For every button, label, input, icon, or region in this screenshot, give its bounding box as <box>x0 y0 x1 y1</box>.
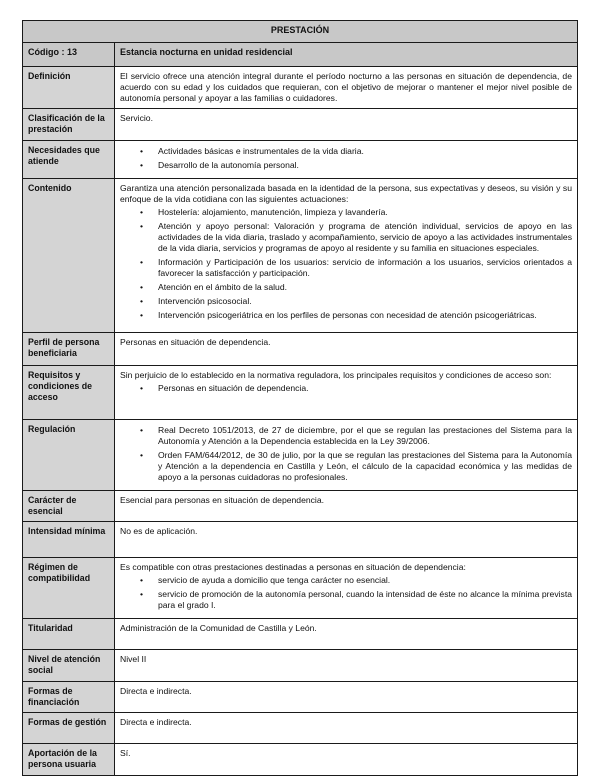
clasificacion-text: Servicio. <box>120 113 153 123</box>
row-value <box>115 67 578 109</box>
row-value <box>115 650 578 682</box>
row-label: Contenido <box>23 178 115 332</box>
row-label: Clasificación de la prestación <box>23 109 115 141</box>
list-item: • Real Decreto 1051/2013, de 27 de diciembre, por el que se regulan las prestaciones del Sistema para la Autonomía y Atención a la Dependencia establecida en la Ley 39/2006. <box>120 425 572 447</box>
caracter-text: Esencial para personas en situación de dependencia. <box>120 494 325 505</box>
row-value <box>115 419 578 490</box>
table-title: PRESTACIÓN <box>23 21 578 43</box>
row-formas-financiacion <box>23 681 578 713</box>
row-label: Formas de financiación <box>23 681 115 713</box>
row-regulacion <box>23 419 578 490</box>
contenido-list <box>120 207 572 321</box>
formas-financiacion-text: Directa e indirecta. <box>120 685 192 696</box>
row-formas-gestion <box>23 713 578 744</box>
list-item: • Orden FAM/644/2012, de 30 de julio, por la que se regulan las prestaciones del Sistema para la Autonomía y Atención a la dependencia en Castilla y León, el cálculo de la capacidad económica y las medidas de apoyo a la personas cuidadoras no profesionales. <box>120 450 572 483</box>
regulacion-list <box>120 425 572 483</box>
regimen-list <box>120 575 572 611</box>
list-item: • servicio de ayuda a domicilio que tenga carácter no esencial. <box>120 575 572 586</box>
nivel-text: Nivel II <box>120 654 147 664</box>
row-perfil <box>23 332 578 365</box>
row-label: Intensidad mínima <box>23 522 115 558</box>
row-value <box>115 744 578 776</box>
definicion-text: El servicio ofrece una atención integral durante el período nocturno a las personas en situación de dependencia, de acuerdo con su edad y los cuidados que requieran, con el objetivo de mejorar o mantener el mejor nivel posible de autonomía personal y apoyar a las familias o cuidadores. <box>120 71 572 103</box>
row-definicion <box>23 67 578 109</box>
row-label: Perfil de persona beneficiaria <box>23 332 115 365</box>
row-contenido <box>23 178 578 332</box>
row-label: Régimen de compatibilidad <box>23 558 115 619</box>
list-item: • Atención y apoyo personal: Valoración y programa de atención individual, servicios de apoyo en las actividades de la vida diaria, traslado y acompañamiento, servicio de apoyo a las actividades instrumentales de la vida diaria, servicios y programas de apoyo al residente y su familia en situaciones especiales. <box>120 221 572 254</box>
code-row <box>23 43 578 67</box>
row-label: Regulación <box>23 419 115 490</box>
row-value <box>115 522 578 558</box>
row-label: Carácter de esencial <box>23 490 115 522</box>
contenido-intro: Garantiza una atención personalizada basada en la identidad de la persona, sus expectativas y deseos, su visión y su enfoque de la vida cotidiana con las siguientes actuaciones: <box>120 182 572 204</box>
requisitos-intro: Sin perjuicio de lo establecido en la normativa reguladora, los principales requisitos y condiciones de acceso son: <box>120 369 552 380</box>
row-value <box>115 558 578 619</box>
titularidad-text: Administración de la Comunidad de Castilla y León. <box>120 623 317 633</box>
code-value: Estancia nocturna en unidad residencial <box>115 43 578 67</box>
row-value <box>115 490 578 522</box>
list-item: • Intervención psicogeriátrica en los perfiles de personas con necesidad de atención psicogeriátricas. <box>120 310 572 321</box>
list-item: • Información y Participación de los usuarios: servicio de información a los usuarios, servicios orientados a favorecer la satisfacción y participación. <box>120 257 572 279</box>
row-value <box>115 178 578 332</box>
row-value <box>115 681 578 713</box>
row-value <box>115 365 578 419</box>
regimen-intro: Es compatible con otras prestaciones destinadas a personas en situación de dependencia: <box>120 562 466 572</box>
row-caracter <box>23 490 578 522</box>
list-item: • Personas en situación de dependencia. <box>120 383 572 394</box>
list-item: • Atención en el ámbito de la salud. <box>120 282 572 293</box>
row-nivel <box>23 650 578 682</box>
intensidad-text: No es de aplicación. <box>120 526 198 536</box>
perfil-text: Personas en situación de dependencia. <box>120 336 271 347</box>
list-item: • Intervención psicosocial. <box>120 296 572 307</box>
row-value <box>115 109 578 141</box>
row-label: Titularidad <box>23 619 115 650</box>
code-label: Código : 13 <box>23 43 115 67</box>
row-label: Requisitos y condiciones de acceso <box>23 365 115 419</box>
row-label: Definición <box>23 67 115 109</box>
row-requisitos <box>23 365 578 419</box>
row-necesidades <box>23 140 578 178</box>
row-value <box>115 713 578 744</box>
row-intensidad <box>23 522 578 558</box>
row-titularidad <box>23 619 578 650</box>
service-table <box>22 20 578 776</box>
row-label: Nivel de atención social <box>23 650 115 682</box>
requisitos-list <box>120 383 572 394</box>
row-label: Aportación de la persona usuaria <box>23 744 115 776</box>
necesidades-list <box>120 146 572 171</box>
list-item: • servicio de promoción de la autonomía personal, cuando la intensidad de éste no alcance la mínima prevista para el grado I. <box>120 589 572 611</box>
service-sheet <box>22 20 578 776</box>
row-label: Necesidades que atiende <box>23 140 115 178</box>
row-aportacion <box>23 744 578 776</box>
row-value <box>115 140 578 178</box>
row-clasificacion <box>23 109 578 141</box>
row-regimen <box>23 558 578 619</box>
formas-gestion-text: Directa e indirecta. <box>120 717 192 727</box>
aportacion-text: Sí. <box>120 748 131 758</box>
row-label: Formas de gestión <box>23 713 115 744</box>
list-item: • Desarrollo de la autonomía personal. <box>120 160 572 171</box>
list-item: • Actividades básicas e instrumentales de la vida diaria. <box>120 146 572 157</box>
row-value <box>115 619 578 650</box>
row-value <box>115 332 578 365</box>
table-header-row <box>23 21 578 43</box>
list-item: • Hostelería: alojamiento, manutención, limpieza y lavandería. <box>120 207 572 218</box>
